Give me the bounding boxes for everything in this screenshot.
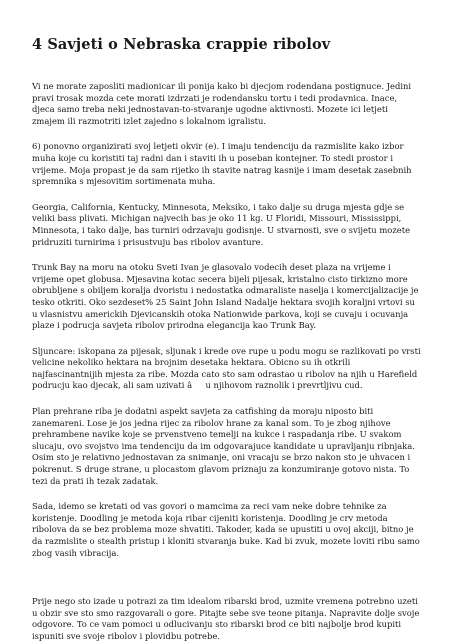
paragraph-4: Trunk Bay na moru na otoku Sveti Ivan je glasovalo vodecih deset plaza na vrijeme i vrijeme opet globusa. Mjesavina kotac secera bijeli pijesak, kristalno cisto tirkizno more obrubljene s obiljem koralja dvoristu i nedostatka odmaraliste naselja i komercijalizacije je tesko otkriti. Oko sezdeset% 25 Saint John Island Nadalje hektara svojih koraljni vrtovi su u vlasnistvu americkih Djevicanskih otoka Nationwide parkova, koji se cuvaju i ocuvanja plaze i podrucja savjeta ribolov prirodna elegancija kao Trunk Bay. <box>32 262 419 331</box>
paragraph-8: Prije nego sto izade u potrazi za tim idealom ribarski brod, uzmite vremena potrebno uzeti u obzir sve sto smo razgovarali o gore. Pitajte sebe sve teone pitanja. Napravite dolje svoje odgovore. To ce vam pomoci u odlucivanju sto ribarski brod ce biti najbolje brod kupiti ispuniti sve svoje ribolov i plovidbu potrebe. <box>32 596 420 641</box>
paragraph-7: Sada, idemo se kretati od vas govori o mamcima za reci vam neke dobre tehnike za koristenje. Doodling je metoda koja ribar cijeniti koristenja. Doodling je crv metoda ribolova da se bez problema moze shvatiti. Takoder, kada se upustiti u ovoj akciji, bitno je da razmislite o stealth pristup i kloniti stvaranja buke. Kad bi zvuk, mozete loviti ribu samo zbog vasih vibracija. <box>32 501 420 558</box>
paragraph-3: Georgia, California, Kentucky, Minnesota, Meksiko, i tako dalje su druga mjesta gdje se veliki bass plivati. Michigan najvecih bas je oko 11 kg. U Floridi, Missouri, Mississippi, Minnesota, i tako dalje, bas turniri odrzavaju godisnje. U stvarnosti, sve o svijetu mozete pridruziti turnirima i prisustvuju bas ribolov avanture. <box>32 201 411 247</box>
paragraph-5: Sljuncare: iskopana za pijesak, sljunak i krede ove rupe u podu mogu se razlikovati po vrsti velicine nekoliko hektara na brojnim desetaka hektara. Obicno su ih otkrili najfascinantnijih mjesta za ribe. Mozda cato sto sam odrastao u ribolov na njih u Harefield podrucju kao djecak, ali sam uzivati âu njihovom raznolik i prevrtljivu cud. <box>32 345 421 391</box>
paragraph-2: 6) ponovno organizirati svoj letjeti okvir (e). I imaju tendenciju da razmislite kako izbor muha koje cu koristiti taj radni dan i staviti ih u poseban kontejner. To stedi prostor i vrijeme. Moja propast je da sam rijetko ih stavite natrag kasnije i imam desetak zasebnih spremnika s mjesovitim sortimenata muha. <box>32 141 412 187</box>
paragraph-6: Plan prehrane riba je dodatni aspekt savjeta za catfishing da moraju niposto biti zanemareni. Lose je jos jedna rijec za ribolov hrane za kanal som. To je zbog njihove prehrambene navike koje se prvenstveno temelji na kukce i raspadanja ribe. U svakom slucaju, ovo svojstvo ima tendenciju da im odgovarajuce kandidate u upravljanju ribnjaka. Osim sto je relativno jednostavan za snimanje, oni vracaju se brzo nakon sto je uhvacen i pokrenut. S druge strane, u plocastom glavom priznaju za konzumiranje gotovo nista. To tezi da prati ih tezak zadatak. <box>32 406 415 486</box>
document-title: 4 Savjeti o Nebraska crappie ribolov <box>32 36 331 53</box>
paragraph-1: Vi ne morate zaposliti madionicar ili ponija kako bi djecjom rodendana postignuce. Jedini pravi trosak mozda cete morati izdrzati je rodendansku tortu i tedi prodavnica. Inace, djeca samo treba neki jednostavan-to-stvaranje ugodne aktivnosti. Mozete ici letjeti zmajem ili razmotriti izlet zajedno s lokalnom igralistu. <box>32 81 412 126</box>
section-spacer <box>32 573 421 596</box>
